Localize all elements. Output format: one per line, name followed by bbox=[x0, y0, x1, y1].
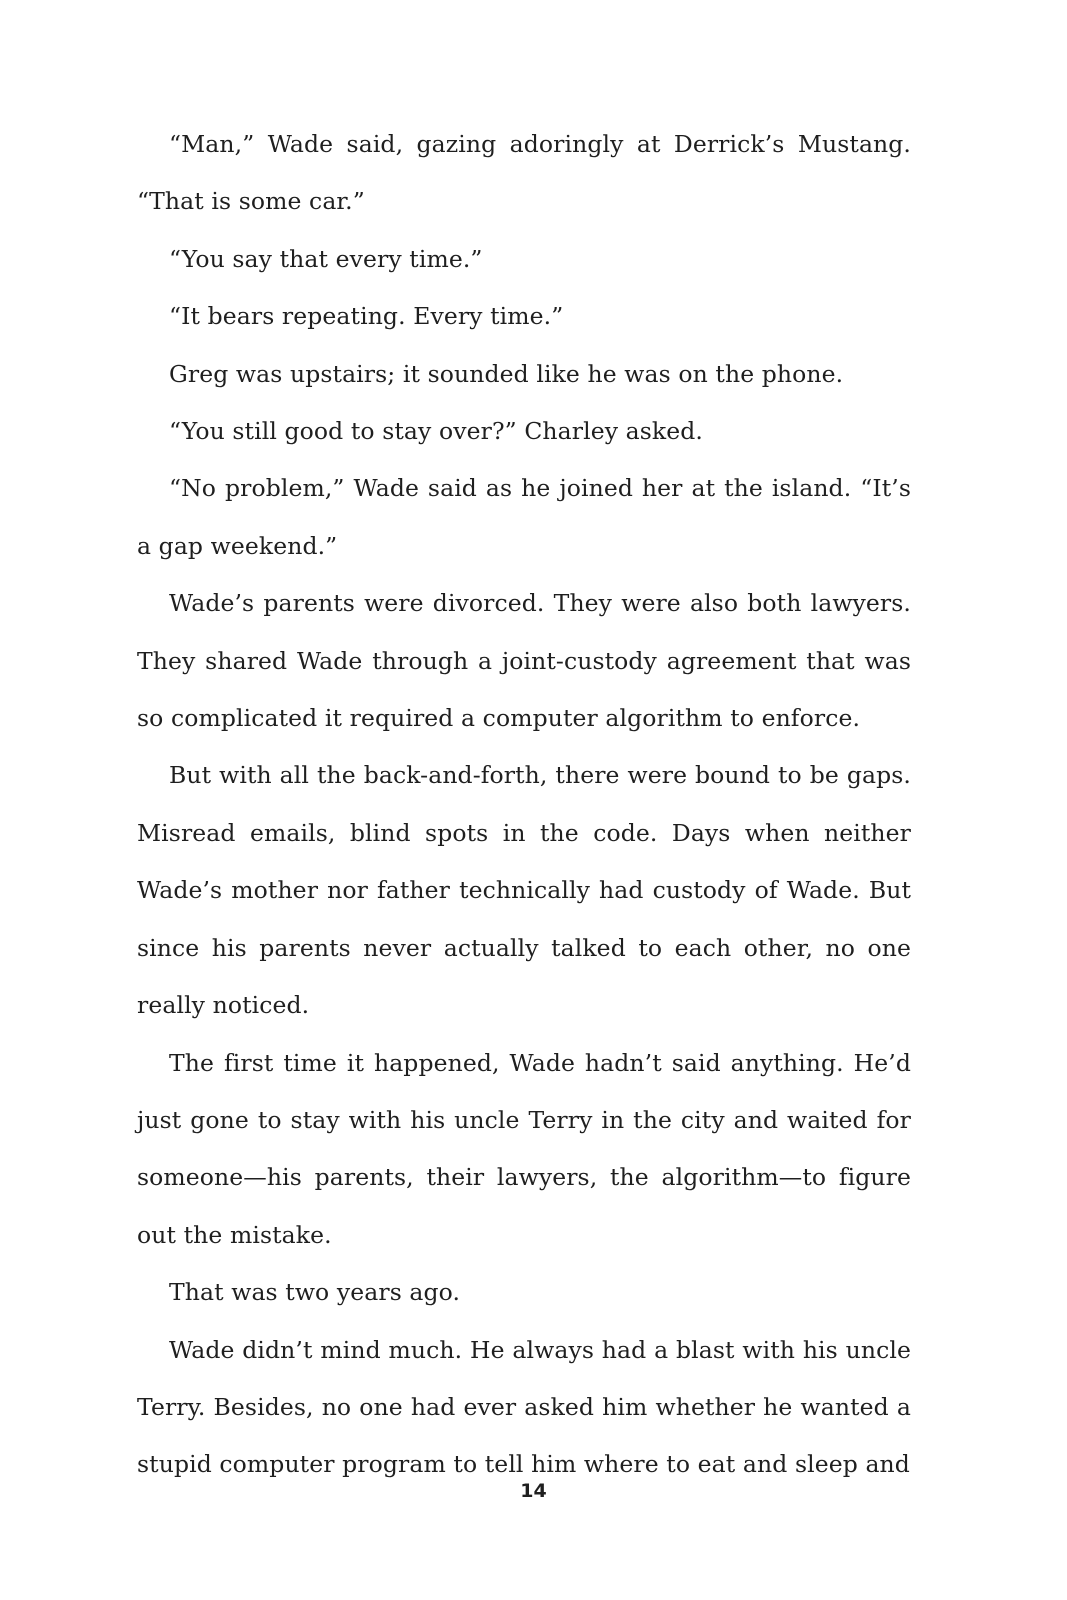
paragraph-3: “It bears repeating. Every time.” bbox=[169, 302, 564, 331]
paragraph-11: Wade didn’t mind much. He always had a blast with his uncle Terry. Besides, no one had ever asked him whether he wanted a stupid computer program to tell him where to eat and sleep and bbox=[137, 1335, 911, 1479]
paragraph-10: That was two years ago. bbox=[169, 1278, 461, 1307]
body-text bbox=[137, 116, 911, 1494]
paragraph-8: But with all the back-and-forth, there were bound to be gaps. Misread emails, blind spots in the code. Days when neither Wade’s mother nor father technically had custody of Wade. But since his parents never actually talked to each other, no one really noticed. bbox=[137, 761, 911, 1020]
paragraph-6: “No problem,” Wade said as he joined her at the island. “It’s a gap weekend.” bbox=[137, 474, 911, 560]
paragraph-1: “Man,” Wade said, gazing adoringly at Derrick’s Mustang. “That is some car.” bbox=[137, 130, 911, 216]
paragraph-9: The first time it happened, Wade hadn’t said anything. He’d just gone to stay with his uncle Terry in the city and waited for someone—his parents, their lawyers, the algorithm—to figure out the mistake. bbox=[137, 1048, 911, 1249]
page-number: 14 bbox=[520, 1480, 547, 1502]
paragraph-4: Greg was upstairs; it sounded like he was on the phone. bbox=[169, 359, 844, 388]
paragraph-5: “You still good to stay over?” Charley asked. bbox=[169, 417, 703, 446]
paragraph-7: Wade’s parents were divorced. They were also both lawyers. They shared Wade through a joint-custody agreement that was so complicated it required a computer algorithm to enforce. bbox=[137, 589, 911, 733]
paragraph-2: “You say that every time.” bbox=[169, 244, 483, 273]
